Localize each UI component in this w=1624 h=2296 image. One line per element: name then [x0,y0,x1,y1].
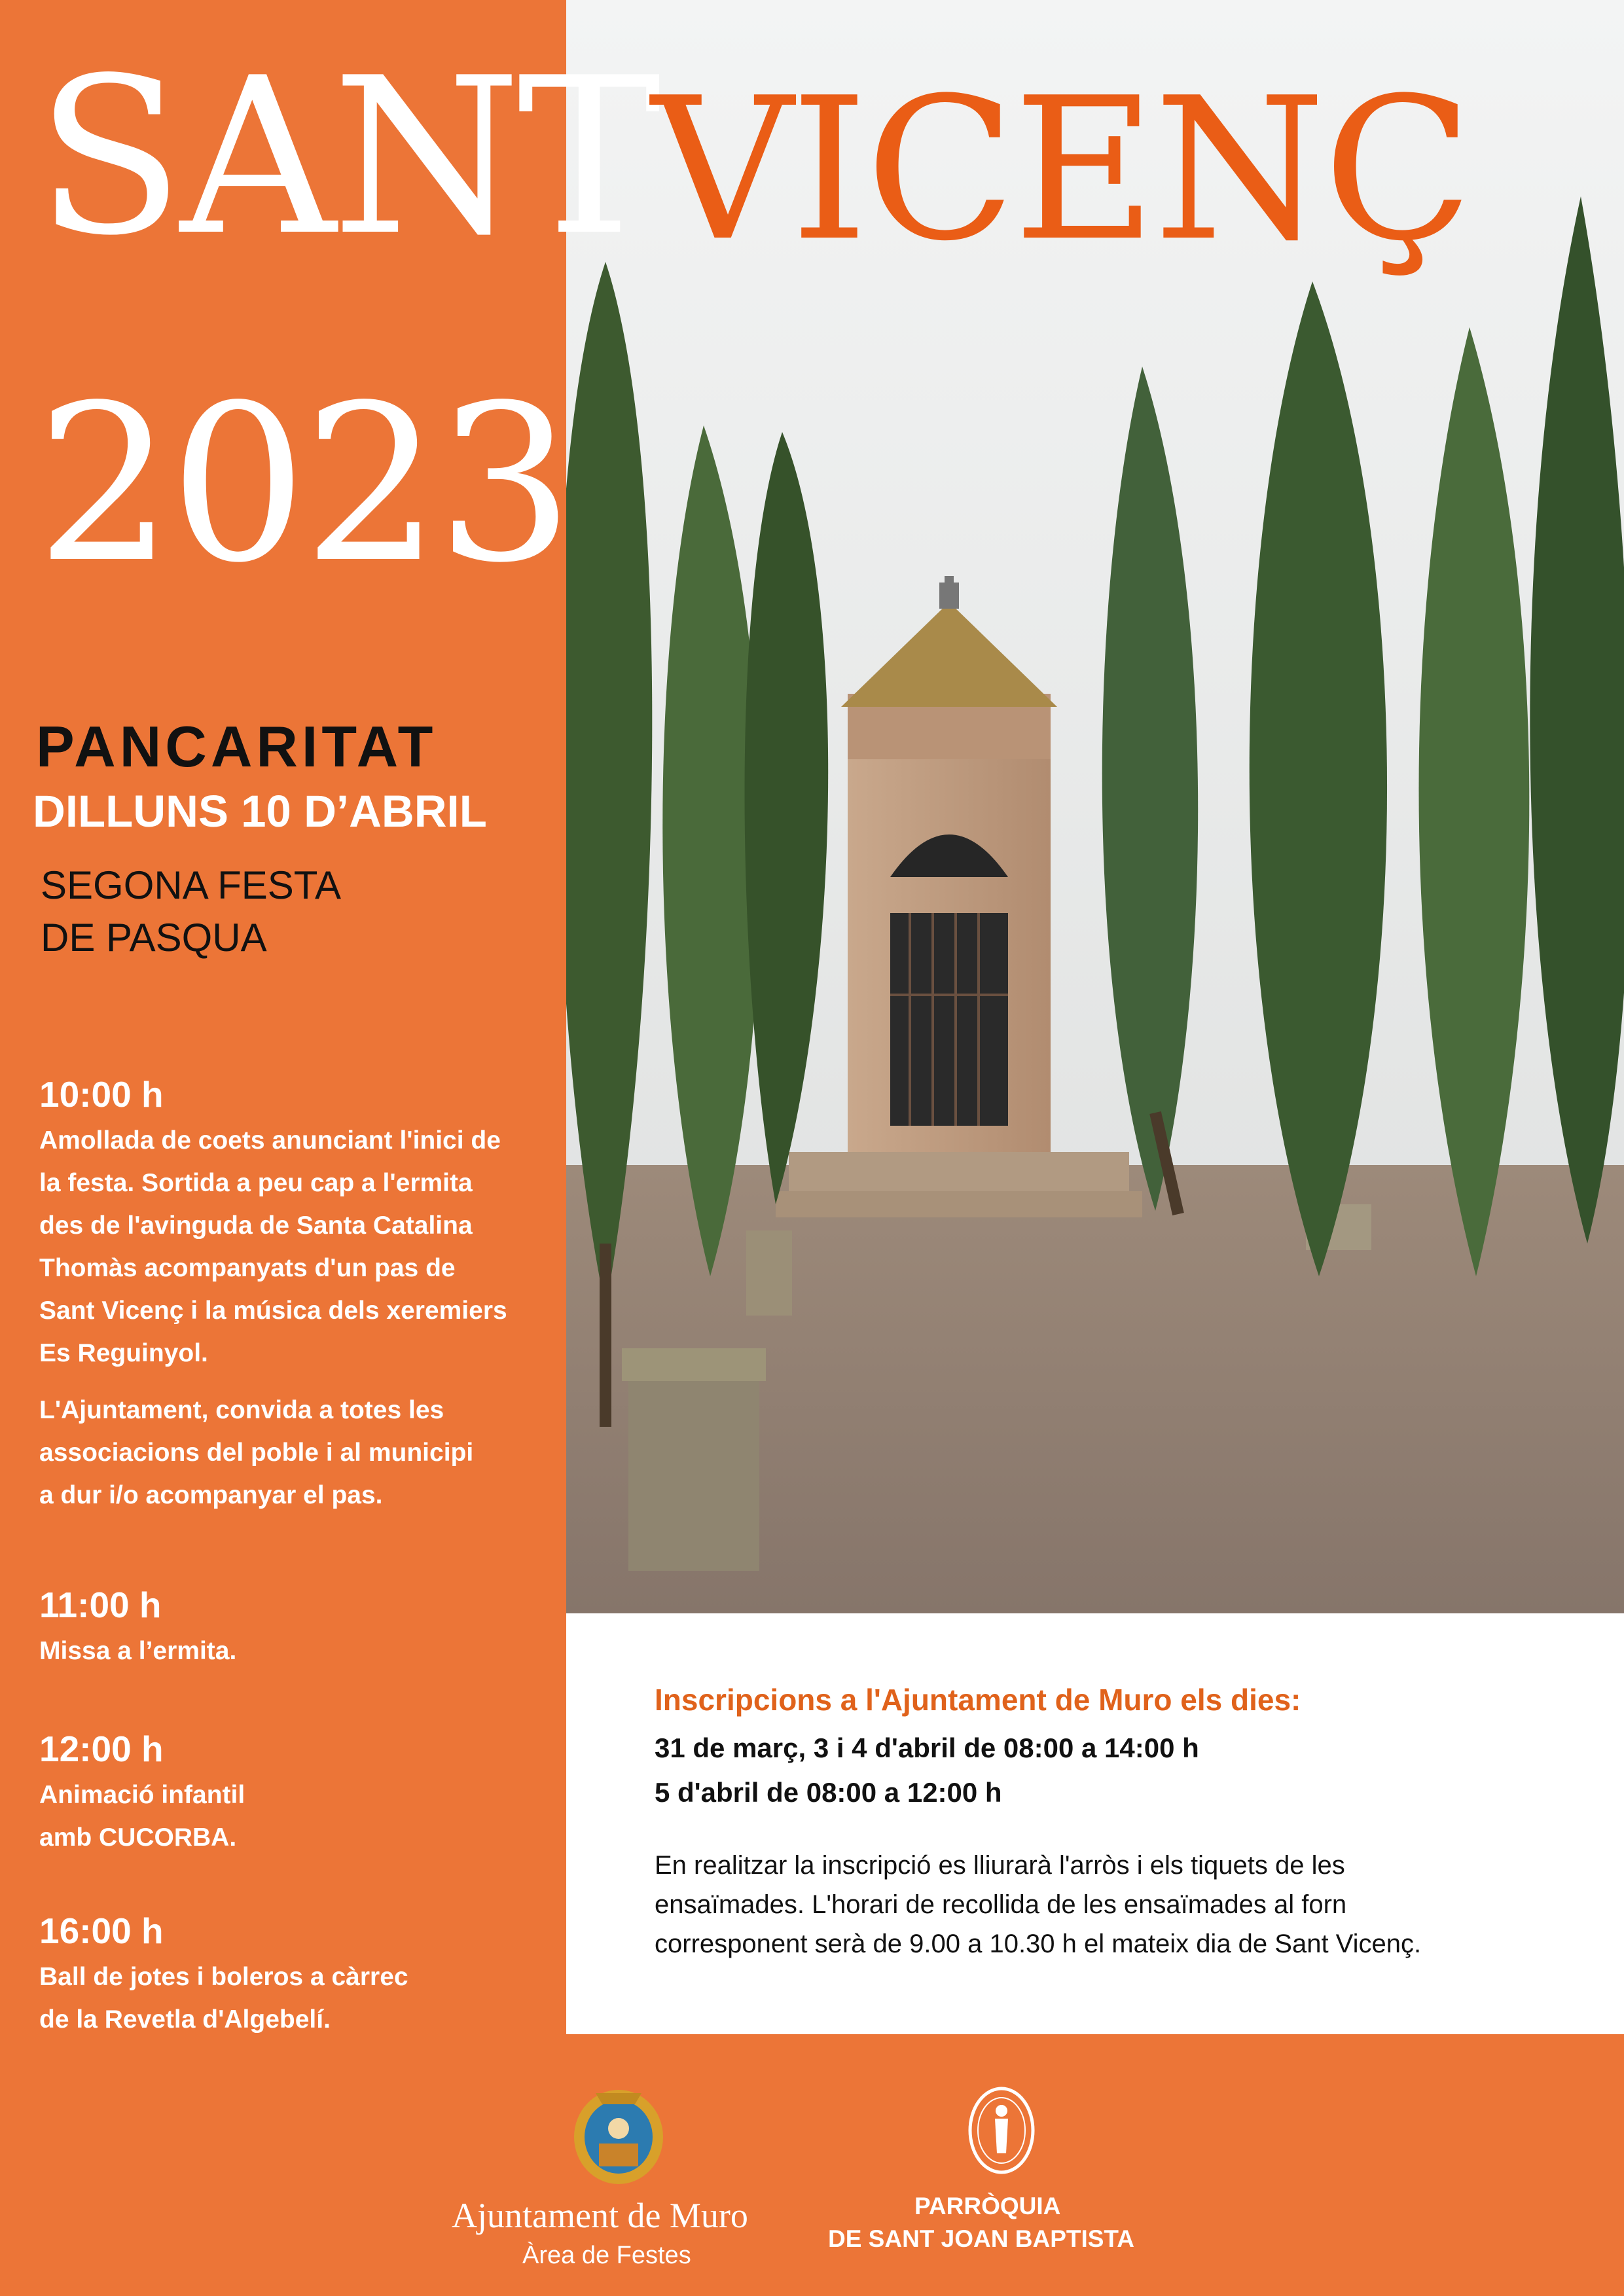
schedule-time: 10:00 h [39,1074,164,1115]
title-word-vicenc: VICENÇ [651,56,1471,284]
schedule-line: a dur i/o acompanyar el pas. [39,1481,383,1509]
registration-dates-line1: 31 de març, 3 i 4 d'abril de 08:00 a 14:00 h [655,1732,1199,1763]
schedule-item-1 [39,1073,543,1516]
schedule-line: Thomàs acompanyats d'un pas de [39,1254,456,1282]
schedule-line: Animació infantil [39,1781,245,1809]
event-subtitle-line1: SEGONA FESTA [41,863,341,907]
schedule-line: Amollada de coets anunciant l'inici de [39,1126,501,1155]
schedule-line: la festa. Sortida a peu cap a l'ermita [39,1169,473,1197]
registration-note [655,1846,1558,1964]
schedule-line: amb CUCORBA. [39,1823,237,1852]
event-name: PANCARITAT [36,714,437,779]
registration-box [566,1613,1624,2034]
event-date: DILLUNS 10 D’ABRIL [33,786,487,836]
schedule-line: des de l'avinguda de Santa Catalina [39,1211,473,1240]
schedule-line: Es Reguinyol. [39,1339,208,1367]
schedule-line: Ball de jotes i boleros a càrrec [39,1963,408,1991]
event-subtitle-line2: DE PASQUA [41,916,267,960]
schedule-description [39,1119,543,1374]
schedule-line: associacions del poble i al municipi [39,1439,474,1467]
schedule-description [39,1774,543,1859]
schedule-item-2 [39,1584,543,1672]
schedule-note [39,1389,543,1516]
schedule-line: L'Ajuntament, convida a totes les [39,1396,444,1424]
title-year: 2023 [36,359,570,610]
parish-seal-logo [965,2085,1038,2176]
schedule-item-4 [39,1910,543,2041]
registration-heading: Inscripcions a l'Ajuntament de Muro els dies: [655,1683,1301,1717]
registration-note-line: En realitzar la inscripció es lliurarà l'arròs i els tiquets de les [655,1851,1345,1880]
schedule-line: Missa a l’ermita. [39,1637,237,1665]
org2-line1: PARRÒQUIA [914,2193,1061,2219]
schedule-time: 12:00 h [39,1729,164,1769]
title-word-sant: SANT [36,31,658,283]
schedule-item-3 [39,1728,543,1859]
muro-coat-of-arms-logo [569,2081,668,2186]
registration-note-line: ensaïmades. L'horari de recollida de les ensaïmades al forn [655,1890,1347,1919]
org2-line2: DE SANT JOAN BAPTISTA [828,2225,1135,2252]
registration-dates-line2: 5 d'abril de 08:00 a 12:00 h [655,1777,1002,1808]
schedule-time: 11:00 h [39,1585,162,1625]
schedule-line: de la Revetla d'Algebelí. [39,2005,331,2034]
org1-name: Ajuntament de Muro [452,2196,748,2235]
org1-sub: Àrea de Festes [522,2242,691,2269]
registration-note-line: corresponent serà de 9.00 a 10.30 h el mateix dia de Sant Vicenç. [655,1929,1422,1958]
schedule-description [39,1956,543,2041]
schedule-time: 16:00 h [39,1910,164,1951]
schedule-line: Sant Vicenç i la música dels xeremiers [39,1297,507,1325]
